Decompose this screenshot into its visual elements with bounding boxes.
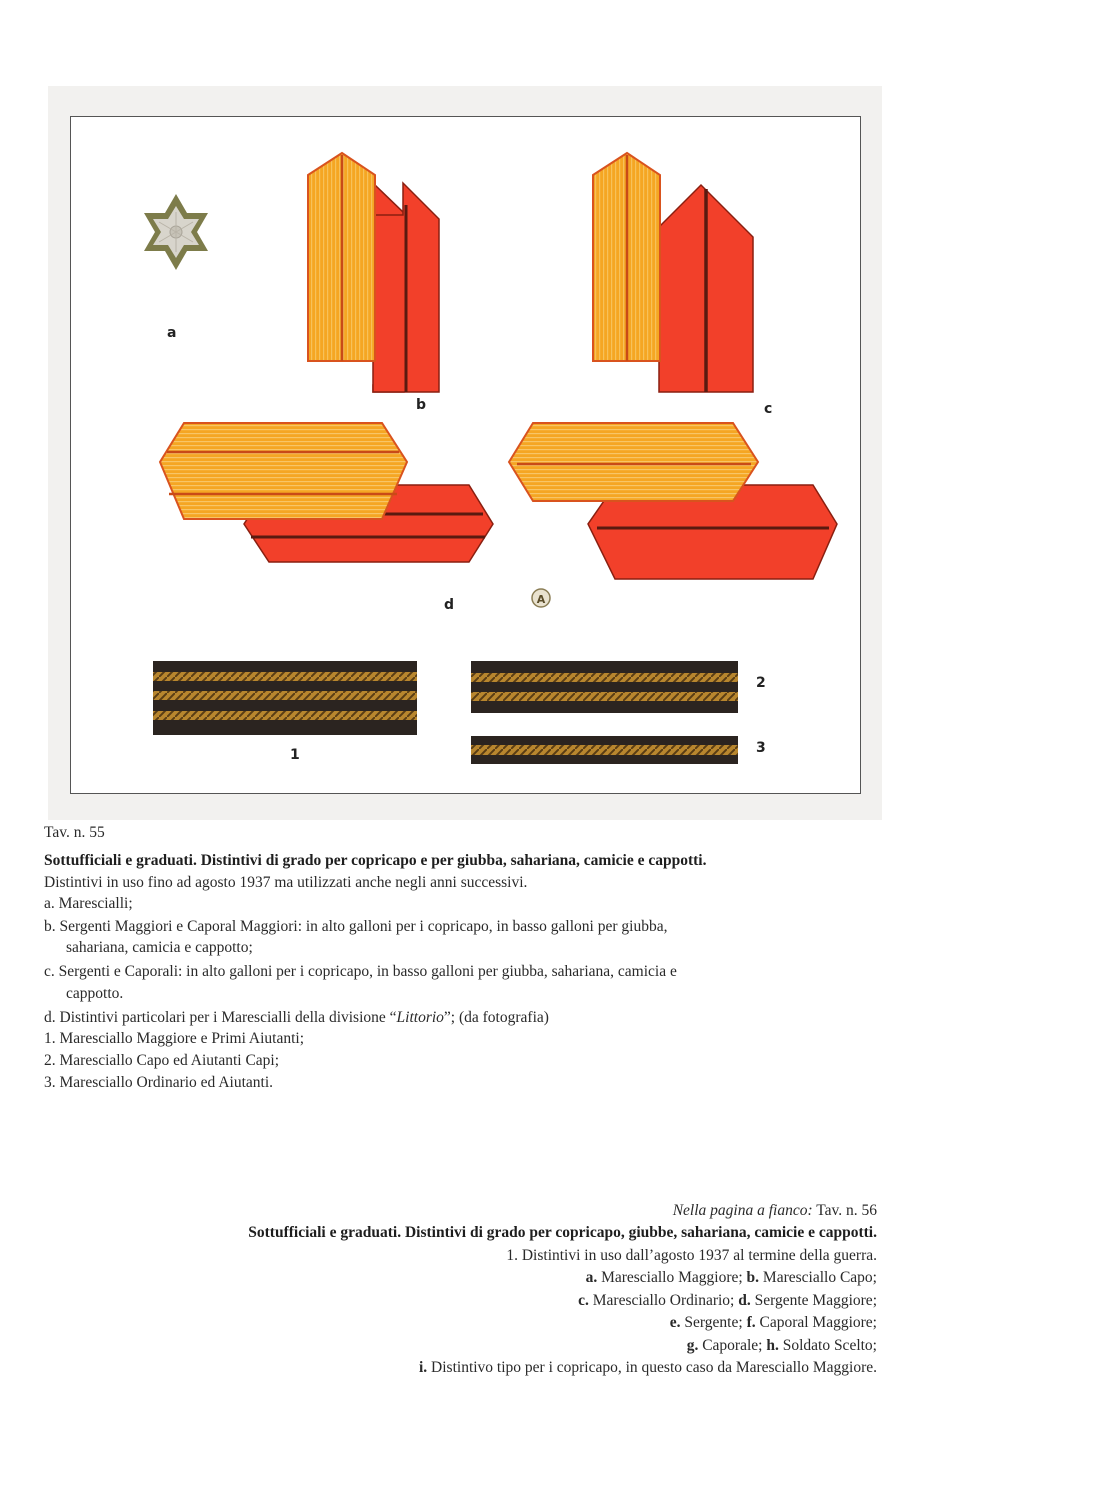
key-g: g. bbox=[686, 1337, 699, 1354]
text-f: Caporal Maggiore; bbox=[755, 1314, 877, 1331]
key-f: f. bbox=[746, 1314, 756, 1331]
key-b: b. bbox=[746, 1269, 760, 1286]
caption2-intro-rest: Tav. n. 56 bbox=[812, 1202, 877, 1219]
svg-text:A: A bbox=[536, 593, 546, 606]
label-2: 2 bbox=[756, 675, 766, 691]
label-d: d bbox=[444, 597, 455, 613]
caption2-intro-italic: Nella pagina a fianco: bbox=[672, 1202, 813, 1219]
caption1-item-3: 3. Maresciallo Ordinario ed Aiutanti. bbox=[44, 1074, 273, 1091]
caption2-line-ef bbox=[670, 1313, 877, 1333]
label-a: a bbox=[167, 325, 177, 341]
caption1-item-b-cont: sahariana, camicia e cappotto; bbox=[66, 939, 253, 956]
caption1-item-a: a. Marescialli; bbox=[44, 895, 133, 912]
caption1-item-c: c. Sergenti e Caporali: in alto galloni per i copricapo, in basso galloni per giubba, sahariana, camicia e bbox=[44, 963, 677, 980]
label-b: b bbox=[416, 397, 427, 413]
key-h: h. bbox=[766, 1337, 779, 1354]
caption2-line-gh bbox=[687, 1336, 877, 1356]
text-e: Sergente; bbox=[680, 1314, 747, 1331]
braid-1 bbox=[153, 661, 417, 735]
key-c: c. bbox=[578, 1292, 589, 1309]
caption1-item-d-post: ”; (da fotografia) bbox=[443, 1009, 549, 1026]
label-3: 3 bbox=[756, 740, 766, 756]
caption1-item-c-cont: cappotto. bbox=[66, 985, 124, 1002]
braid-2 bbox=[471, 661, 738, 713]
badge-d-left bbox=[160, 423, 493, 562]
caption2-line-ab bbox=[586, 1268, 877, 1288]
caption1-item-1: 1. Maresciallo Maggiore e Primi Aiutanti; bbox=[44, 1030, 305, 1047]
caption1-item-d bbox=[44, 1008, 549, 1028]
caption2-intro bbox=[673, 1201, 877, 1221]
caption1-subtitle: Distintivi in uso fino ad agosto 1937 ma utilizzati anche negli anni successivi. bbox=[44, 874, 528, 891]
plate-illustration bbox=[71, 117, 860, 793]
text-c: Maresciallo Ordinario; bbox=[588, 1292, 739, 1309]
caption1-item-b: b. Sergenti Maggiori e Caporal Maggiori: in alto galloni per i copricapo, in basso galloni per giubba, bbox=[44, 918, 668, 935]
text-a: Maresciallo Maggiore; bbox=[597, 1269, 747, 1286]
label-c: c bbox=[764, 401, 773, 417]
text-i: Distintivo tipo per i copricapo, in questo caso da Maresciallo Maggiore. bbox=[427, 1359, 877, 1376]
caption1-number: Tav. n. 55 bbox=[44, 824, 105, 841]
braid-3 bbox=[471, 736, 738, 764]
plate-frame bbox=[70, 116, 861, 794]
label-1: 1 bbox=[290, 747, 300, 763]
text-d: Sergente Maggiore; bbox=[750, 1292, 877, 1309]
chevron-b-cap bbox=[308, 153, 439, 392]
caption2-line-cd bbox=[578, 1291, 877, 1311]
caption2-line1: 1. Distintivi in uso dall’agosto 1937 al termine della guerra. bbox=[506, 1247, 877, 1264]
text-g: Caporale; bbox=[698, 1337, 767, 1354]
star-insignia bbox=[144, 194, 208, 270]
caption2-title: Sottufficiali e graduati. Distintivi di grado per copricapo, giubbe, sahariana, camicie e cappotti. bbox=[248, 1224, 877, 1241]
key-i: i. bbox=[418, 1359, 428, 1376]
key-e: e. bbox=[669, 1314, 681, 1331]
badge-d-right bbox=[509, 423, 837, 579]
caption1-title: Sottufficiali e graduati. Distintivi di grado per copricapo e per giubba, sahariana, camicie e cappotti. bbox=[44, 852, 707, 869]
key-d: d. bbox=[738, 1292, 751, 1309]
caption1-item-d-italic: Littorio bbox=[396, 1009, 444, 1026]
caption1-item-d-pre: d. Distintivi particolari per i Marescialli della divisione “ bbox=[44, 1009, 397, 1026]
text-b: Maresciallo Capo; bbox=[759, 1269, 877, 1286]
caption1-item-2: 2. Maresciallo Capo ed Aiutanti Capi; bbox=[44, 1052, 280, 1069]
key-a: a. bbox=[585, 1269, 598, 1286]
emblem-icon bbox=[532, 589, 550, 607]
chevron-c-cap bbox=[593, 153, 753, 392]
text-h: Soldato Scelto; bbox=[778, 1337, 877, 1354]
caption2-line-i bbox=[419, 1358, 877, 1378]
